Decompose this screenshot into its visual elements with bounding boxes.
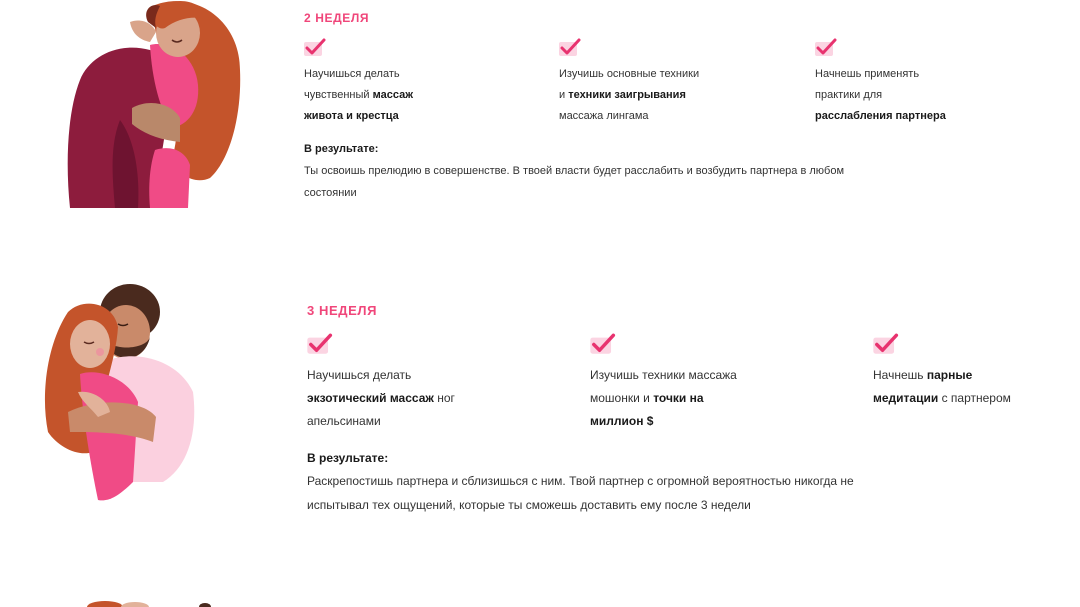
week-3-item-3 bbox=[873, 364, 1011, 410]
checkmark-icon bbox=[873, 333, 899, 356]
result-label: В результате: bbox=[304, 143, 379, 155]
couple-embrace-illustration bbox=[38, 282, 203, 507]
result-label: В результате: bbox=[307, 451, 389, 465]
item-text: чувственный bbox=[304, 89, 373, 101]
item-line: Научишься делать bbox=[304, 68, 400, 80]
checkmark-icon bbox=[590, 333, 616, 356]
item-text: Начнешь bbox=[873, 368, 927, 382]
checkmark-icon bbox=[304, 38, 326, 58]
item-bold-text: точки на bbox=[653, 391, 704, 405]
item-line: массажа лингама bbox=[559, 110, 649, 122]
week-2-item-1 bbox=[304, 64, 413, 127]
week-3-item-2 bbox=[590, 364, 737, 433]
item-line bbox=[873, 364, 1011, 387]
week-title: 2 НЕДЕЛЯ bbox=[304, 11, 370, 25]
result-text bbox=[304, 160, 844, 204]
week-title: 3 НЕДЕЛЯ bbox=[307, 303, 378, 318]
item-line bbox=[307, 387, 455, 410]
item-line bbox=[590, 410, 737, 433]
result-line: Раскрепостишь партнера и сблизишься с ним. Твой партнер с огромной вероятностью никогда не bbox=[307, 474, 854, 488]
item-bold-text: массаж bbox=[372, 89, 413, 101]
week-2-item-3 bbox=[815, 64, 946, 127]
checkmark-icon bbox=[815, 38, 837, 58]
item-bold-text: парные bbox=[926, 368, 973, 382]
item-line: Изучишь основные техники bbox=[559, 68, 700, 80]
item-bold-text: медитации bbox=[873, 391, 939, 405]
item-bold-text: миллион $ bbox=[590, 414, 654, 428]
item-bold-text: техники заигрывания bbox=[568, 89, 686, 101]
couple-hug-illustration bbox=[60, 0, 250, 215]
item-line: практики для bbox=[815, 89, 883, 101]
item-bold-text: расслабления партнера bbox=[815, 110, 946, 122]
item-bold-text: живота и крестца bbox=[304, 110, 399, 122]
item-line bbox=[559, 85, 699, 106]
checkmark-icon bbox=[307, 333, 333, 356]
item-line: Изучишь техники массажа bbox=[590, 368, 737, 382]
result-line: испытывал тех ощущений, которые ты сможешь доставить ему после 3 недели bbox=[307, 498, 751, 512]
item-line: Научишься делать bbox=[307, 368, 412, 382]
result-line: состоянии bbox=[304, 187, 357, 199]
item-text: ног bbox=[433, 391, 455, 405]
checkmark-icon bbox=[559, 38, 581, 58]
item-line: апельсинами bbox=[307, 414, 381, 428]
result-text bbox=[307, 469, 854, 517]
item-line bbox=[304, 85, 413, 106]
item-line: Начнешь применять bbox=[815, 68, 920, 80]
item-text: и bbox=[559, 89, 569, 101]
item-line bbox=[304, 106, 413, 127]
item-text: с партнером bbox=[938, 391, 1011, 405]
item-text: мошонки и bbox=[590, 391, 654, 405]
item-bold-text: экзотический массаж bbox=[307, 391, 434, 405]
week-2-item-2 bbox=[559, 64, 699, 127]
next-illustration-partial bbox=[75, 598, 225, 607]
item-line bbox=[815, 106, 946, 127]
item-line bbox=[873, 387, 1011, 410]
result-line: Ты освоишь прелюдию в совершенстве. В твоей власти будет расслабить и возбудить партнера в любом bbox=[304, 165, 845, 177]
week-3-item-1 bbox=[307, 364, 455, 433]
item-line bbox=[590, 387, 737, 410]
